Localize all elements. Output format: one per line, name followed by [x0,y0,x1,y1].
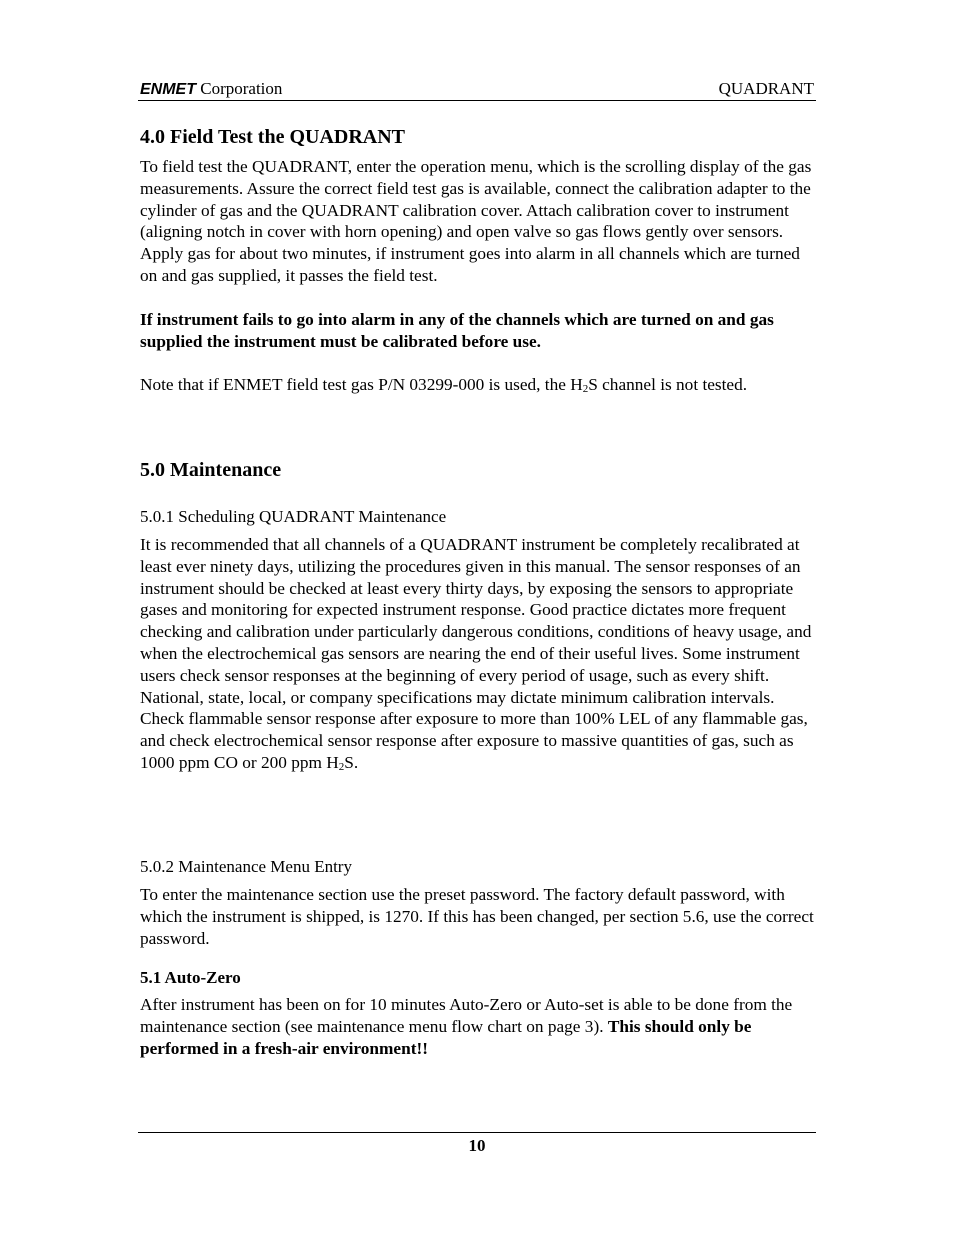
section-4-title: 4.0 Field Test the QUADRANT [140,126,406,148]
section-51-text: After instrument has been on for 10 minutes Auto-Zero or Auto-set is able to be done from the maintenance section (see maintenance menu flow chart on page 3). [140,995,793,1036]
section-501-title: 5.0.1 Scheduling QUADRANT Maintenance [140,507,447,526]
section-501-text: It is recommended that all channels of a QUADRANT instrument be completely recalibrated at least ever ninety days, utilizing the procedures given in this manual. The sensor responses of an instrument should be checked at least every thirty days, by exposing the sensors to appropriate gases and monitoring for expected instrument response. Good practice dictates more frequent checking and calibration under particularly dangerous conditions, conditions of heavy usage, and when the electrochemical gas sensors are nearing the end of their useful lives. Some instrument users check sensor responses at the beginning of every period of usage, such as every shift. National, state, local, or company specifications may dictate minimum calibration intervals. Check flammable sensor response after exposure to more than 100% LEL of any flammable gas, and check electrochemical sensor response after exposure to massive quantities of gas, such as 1000 ppm CO or 200 ppm H [140,535,812,772]
section-51-bold-text: This should only be performed in a fresh-air environment!! [140,1016,752,1058]
header-company [140,79,282,99]
section-5-title: 5.0 Maintenance [140,459,282,481]
header-company-text: Corporation [196,79,283,98]
header-brand: ENMET [140,81,196,98]
section-51-title: 5.1 Auto-Zero [140,968,241,987]
page-header [138,78,816,101]
section-501-paragraph [140,534,816,774]
note-text-start: Note that if ENMET field test gas P/N 03299-000 is used, the H [140,375,583,394]
section-4-paragraph: To field test the QUADRANT, enter the operation menu, which is the scrolling display of the gas measurements. Assure the correct field test gas is available, connect the calibration adapter to the cylinder of gas and the QUADRANT calibration cover. Attach calibration cover to instrument (aligning notch in cover with horn opening) and open valve so gas flows gently over sensors. Apply gas for about two minutes, if instrument goes into alarm in all channels which are turned on and gas supplied, it passes the field test. [140,157,812,285]
section-4-warning: If instrument fails to go into alarm in any of the channels which are turned on and gas supplied the instrument must be calibrated before use. [140,310,774,351]
footer-divider [138,1132,816,1133]
page-number: 10 [468,1136,486,1155]
header-product: QUADRANT [718,79,814,98]
note-subscript: 2 [582,383,589,395]
section-501-subscript: 2 [338,760,345,773]
section-4-note [140,374,816,396]
section-501-text-end: S. [344,752,359,772]
section-502-paragraph: To enter the maintenance section use the preset password. The factory default password, with which the instrument is shipped, is 1270. If this has been changed, per section 5.6, use the correct password. [140,885,814,948]
note-text-end: S channel is not tested. [588,375,748,394]
section-51-paragraph [140,994,816,1059]
section-502-title: 5.0.2 Maintenance Menu Entry [140,857,352,876]
